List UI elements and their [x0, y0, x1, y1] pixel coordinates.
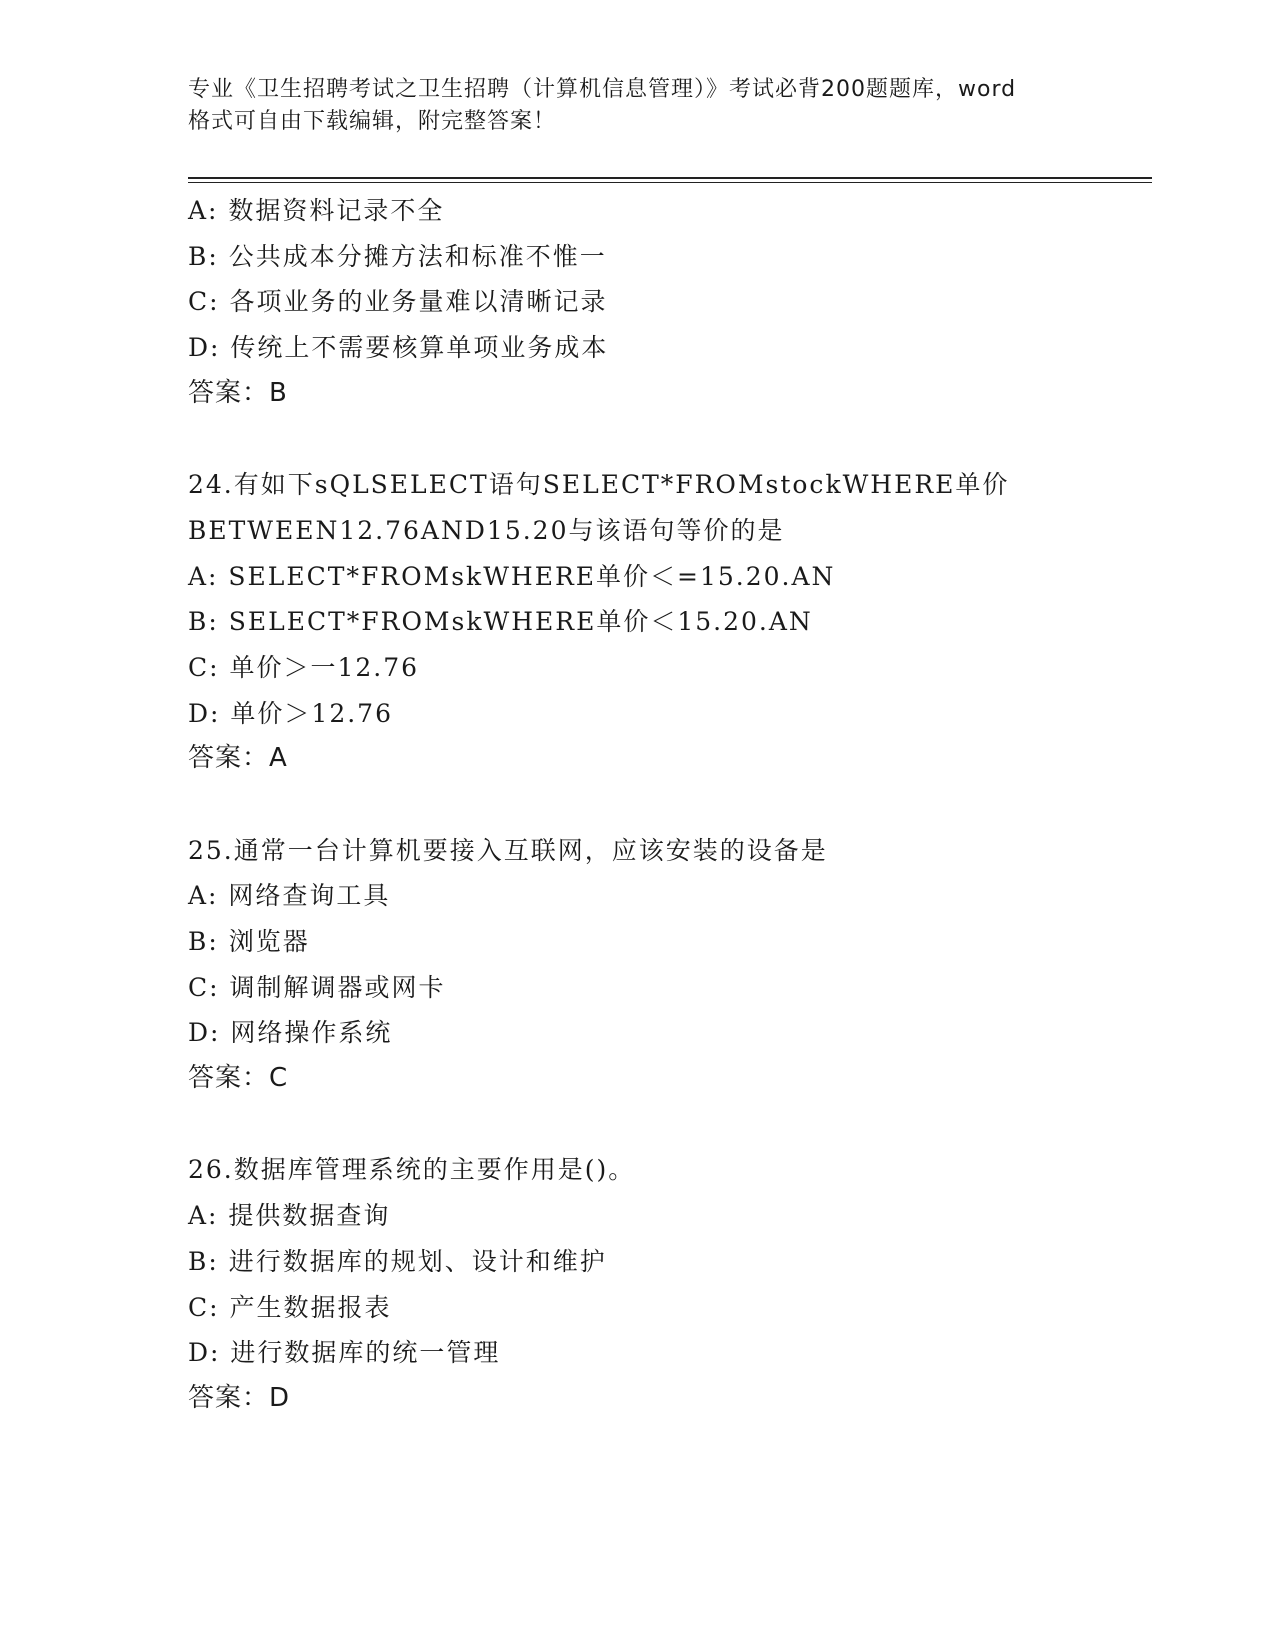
option-a: A: 提供数据查询	[188, 1201, 391, 1231]
option-d: D: 网络操作系统	[188, 1018, 393, 1048]
document-header	[188, 74, 1088, 138]
option-b: B: SELECT*FROMskWHERE单价＜15.20.AN	[188, 607, 813, 637]
question-stem: 26.数据库管理系统的主要作用是()。	[188, 1155, 636, 1185]
option-d: D: 传统上不需要核算单项业务成本	[188, 333, 609, 363]
header-line-1: 专业《卫生招聘考试之卫生招聘（计算机信息管理）》考试必背200题题库，word	[188, 77, 1017, 102]
answer: 答案：D	[188, 1382, 291, 1413]
question-25	[188, 828, 1148, 1102]
option-c: C: 单价＞一12.76	[188, 652, 420, 682]
option-c: C: 调制解调器或网卡	[188, 972, 446, 1002]
spacer	[188, 1102, 1148, 1148]
option-c: C: 产生数据报表	[188, 1292, 392, 1322]
option-d: D: 单价＞12.76	[188, 698, 393, 728]
option-b: B: 进行数据库的规划、设计和维护	[188, 1246, 607, 1276]
question-24	[188, 462, 1148, 782]
question-stem: 25.通常一台计算机要接入互联网，应该安装的设备是	[188, 835, 828, 865]
answer: 答案：C	[188, 1063, 289, 1094]
question-stem-line-2: BETWEEN12.76AND15.20与该语句等价的是	[188, 515, 785, 545]
option-c: C: 各项业务的业务量难以清晰记录	[188, 287, 608, 317]
spacer	[188, 416, 1148, 462]
option-b: B: 浏览器	[188, 927, 310, 956]
option-b: B: 公共成本分摊方法和标准不惟一	[188, 241, 607, 271]
option-d: D: 进行数据库的统一管理	[188, 1338, 501, 1368]
question-23	[188, 188, 1148, 416]
header-divider-thin	[188, 182, 1152, 183]
option-a: A: 数据资料记录不全	[188, 196, 445, 225]
header-line-2: 格式可自由下载编辑，附完整答案！	[188, 109, 557, 134]
spacer	[188, 782, 1148, 828]
answer: 答案：B	[188, 377, 288, 408]
option-a: A: SELECT*FROMskWHERE单价＜=15.20.AN	[188, 561, 836, 591]
answer: 答案：A	[188, 743, 288, 774]
header-divider-thick	[188, 177, 1152, 179]
question-list	[188, 188, 1148, 1422]
question-stem-line-1: 24.有如下sQLSELECT语句SELECT*FROMstockWHERE单价	[188, 470, 1010, 500]
question-26	[188, 1147, 1148, 1421]
option-a: A: 网络查询工具	[188, 881, 391, 911]
